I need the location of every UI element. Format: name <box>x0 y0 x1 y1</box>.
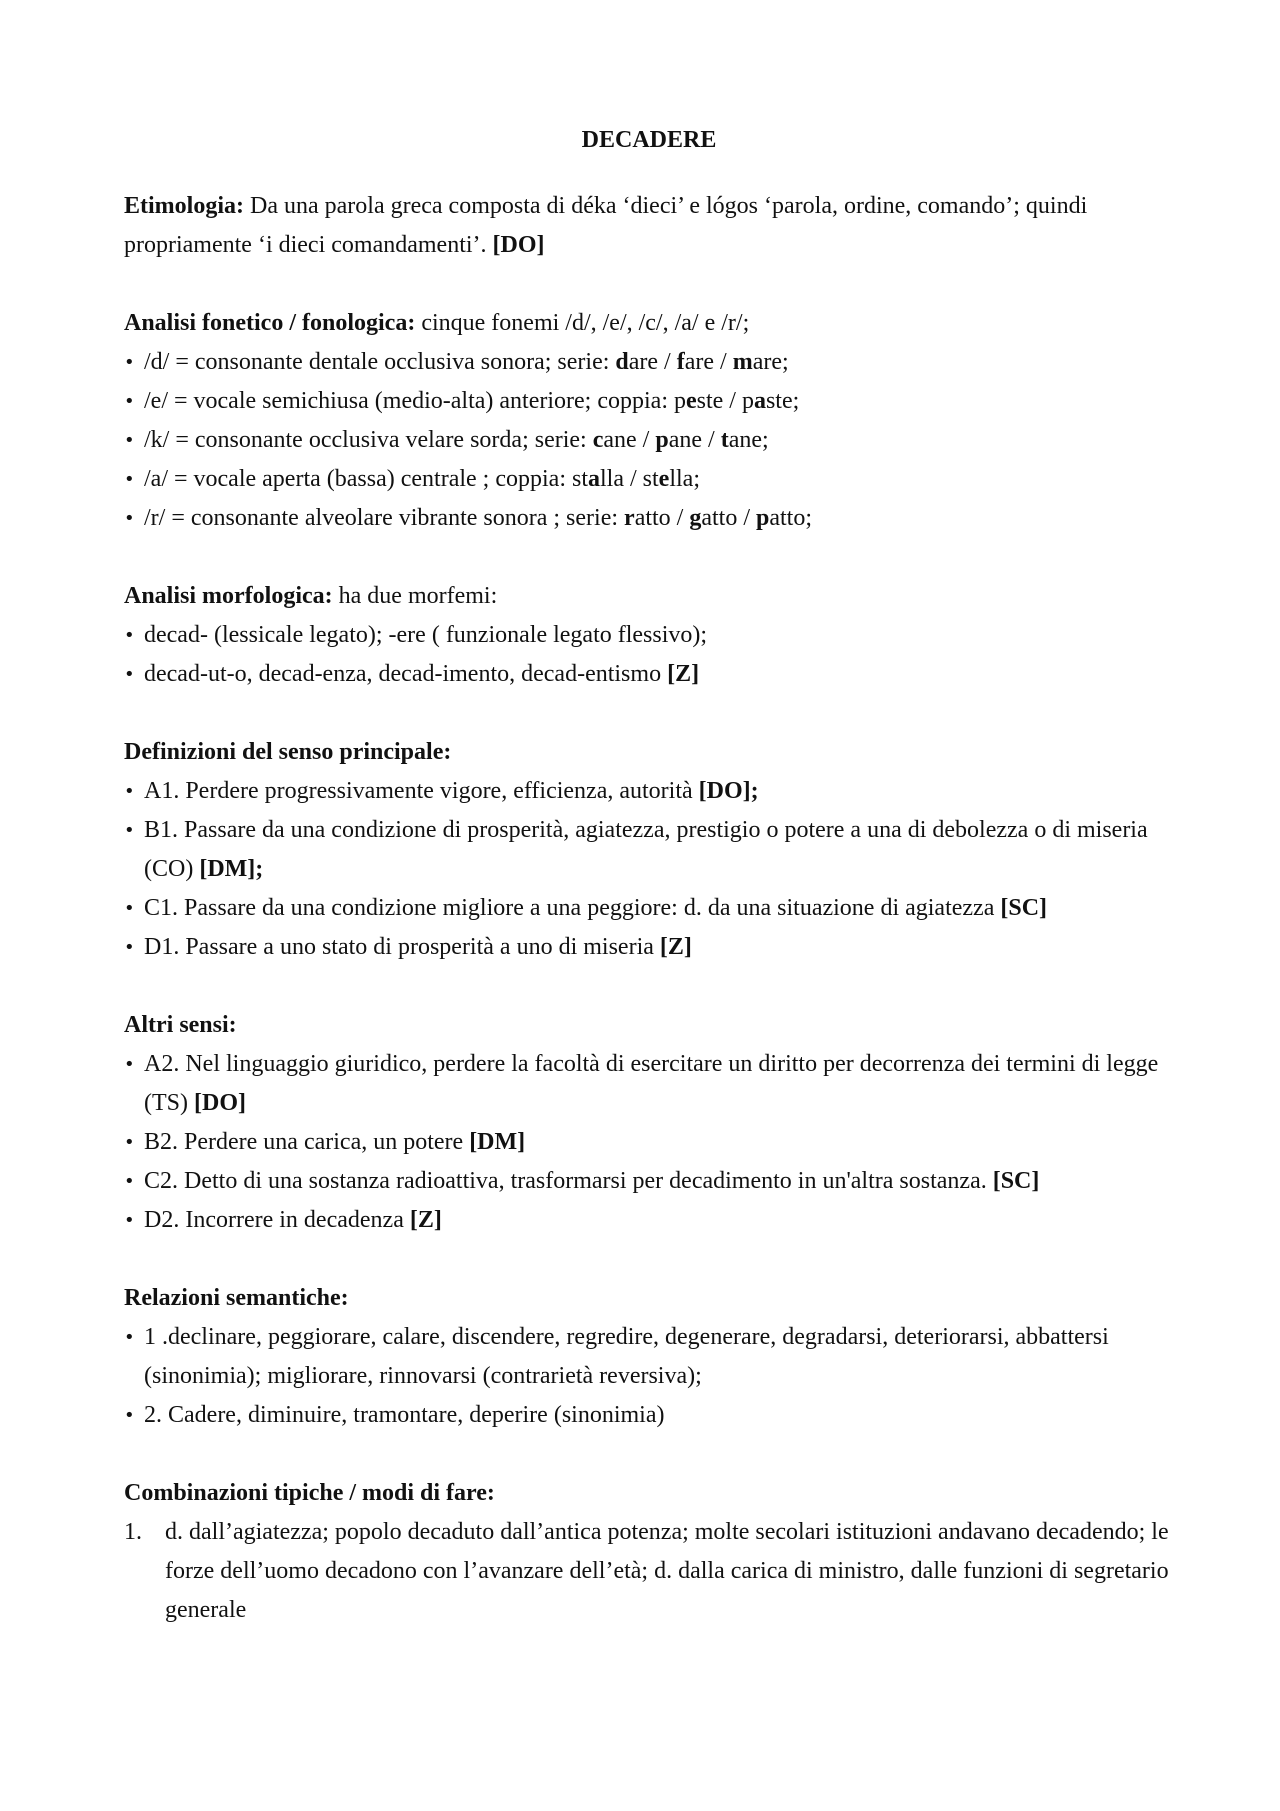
list-item: • D2. Incorrere in decadenza [Z] <box>124 1201 1174 1240</box>
etimologia-label: Etimologia: <box>124 193 244 219</box>
list-item: 1. d. dall’agiatezza; popolo decaduto dall’antica potenza; molte secolari istituzioni andavano decadendo; le forze dell’uomo decadono con l’avanzare dell’età; d. dalla carica di ministro, dalle funzioni di segretario generale <box>124 1513 1174 1630</box>
section-etimologia <box>124 187 1174 265</box>
list-item: • /e/ = vocale semichiusa (medio-alta) anteriore; coppia: peste / paste; <box>124 382 1174 421</box>
list-item: • 1 .declinare, peggiorare, calare, discendere, regredire, degenerare, degradarsi, deteriorarsi, abbattersi (sinonimia); migliorare, rinnovarsi (contrarietà reversiva); <box>124 1318 1174 1396</box>
list-item: • C2. Detto di una sostanza radioattiva, trasformarsi per decadimento in un'altra sostanza. [SC] <box>124 1162 1174 1201</box>
altri-sensi-list <box>124 1045 1174 1240</box>
section-combinazioni <box>124 1474 1174 1630</box>
relazioni-list <box>124 1318 1174 1435</box>
list-item: • B2. Perdere una carica, un potere [DM] <box>124 1123 1174 1162</box>
list-item: • A2. Nel linguaggio giuridico, perdere la facoltà di esercitare un diritto per decorrenza dei termini di legge (TS) [DO] <box>124 1045 1174 1123</box>
definizioni-list <box>124 772 1174 967</box>
document-title: DECADERE <box>581 127 717 153</box>
fonetica-intro: cinque fonemi /d/, /e/, /c/, /a/ e /r/; <box>415 310 750 336</box>
etimologia-source: [DO] <box>492 232 545 258</box>
etimologia-text: Da una parola greca composta di déka ‘dieci’ e lógos ‘parola, ordine, comando’; quindi propriamente ‘i dieci comandamenti’. <box>124 193 1088 258</box>
list-item: • /k/ = consonante occlusiva velare sorda; serie: cane / pane / tane; <box>124 421 1174 460</box>
list-item: • /a/ = vocale aperta (bassa) centrale ; coppia: stalla / stella; <box>124 460 1174 499</box>
fonetica-list <box>124 343 1174 538</box>
list-item: • C1. Passare da una condizione migliore a una peggiore: d. da una situazione di agiatezza [SC] <box>124 889 1174 928</box>
section-fonetica <box>124 304 1174 538</box>
fonetica-label: Analisi fonetico / fonologica: <box>124 310 416 336</box>
list-item: • decad-ut-o, decad-enza, decad-imento, decad-entismo [Z] <box>124 655 1174 694</box>
section-morfologica <box>124 577 1174 694</box>
list-number: 1. <box>124 1519 142 1545</box>
relazioni-label: Relazioni semantiche: <box>124 1285 349 1311</box>
altri-sensi-label: Altri sensi: <box>124 1012 237 1038</box>
list-item: • B1. Passare da una condizione di prosperità, agiatezza, prestigio o potere a una di debolezza o di miseria (CO) [DM]; <box>124 811 1174 889</box>
morfologica-label: Analisi morfologica: <box>124 583 333 609</box>
morfologica-intro: ha due morfemi: <box>332 583 498 609</box>
document-page <box>124 121 1174 1669</box>
definizioni-label: Definizioni del senso principale: <box>124 739 452 765</box>
etimologia-paragraph <box>124 187 1174 265</box>
section-definizioni <box>124 733 1174 967</box>
list-item: • 2. Cadere, diminuire, tramontare, deperire (sinonimia) <box>124 1396 1174 1435</box>
morfologica-intro-line <box>124 577 1174 616</box>
list-item: • /r/ = consonante alveolare vibrante sonora ; serie: ratto / gatto / patto; <box>124 499 1174 538</box>
section-altri-sensi <box>124 1006 1174 1240</box>
list-item: • A1. Perdere progressivamente vigore, efficienza, autorità [DO]; <box>124 772 1174 811</box>
combinazioni-label: Combinazioni tipiche / modi di fare: <box>124 1480 495 1506</box>
morfologica-list <box>124 616 1174 694</box>
list-item: • decad- (lessicale legato); -ere ( funzionale legato flessivo); <box>124 616 1174 655</box>
list-item: • D1. Passare a uno stato di prosperità a uno di miseria [Z] <box>124 928 1174 967</box>
list-item: • /d/ = consonante dentale occlusiva sonora; serie: dare / fare / mare; <box>124 343 1174 382</box>
fonetica-intro-line <box>124 304 1174 343</box>
section-relazioni <box>124 1279 1174 1435</box>
combinazioni-list <box>124 1513 1174 1630</box>
